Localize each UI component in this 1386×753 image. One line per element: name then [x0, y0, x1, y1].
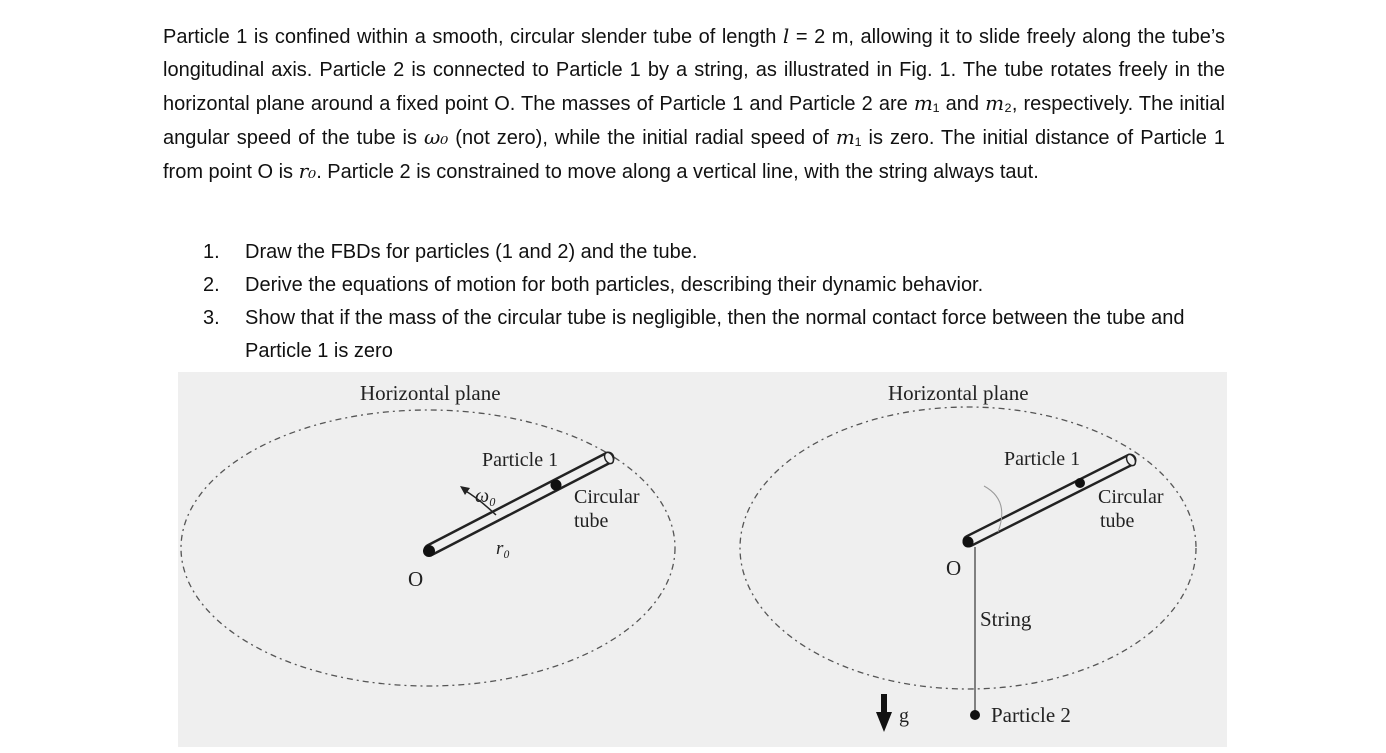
right-particle-1	[1075, 478, 1085, 488]
task-text: Show that if the mass of the circular tube is negligible, then the normal contact force between the tube and Particle 1 is zero	[245, 307, 1185, 362]
task-number: 2.	[203, 274, 220, 296]
task-text: Derive the equations of motion for both particles, describing their dynamic behavior.	[245, 274, 984, 296]
left-tube-label-line1: Circular	[574, 486, 640, 508]
text-run: . Particle 2 is constrained to move along a vertical line, with the string always taut.	[316, 161, 1039, 183]
figure-svg	[178, 372, 1227, 747]
left-plane-label: Horizontal plane	[360, 381, 501, 405]
right-particle-1-label: Particle 1	[1004, 448, 1081, 470]
task-number: 3.	[203, 307, 220, 329]
left-omega-label: ω₀	[475, 485, 497, 507]
math-symbol: m	[835, 125, 855, 149]
left-omega-arrowhead	[460, 486, 470, 495]
string-label: String	[980, 607, 1032, 631]
task-list	[203, 236, 1203, 368]
text-run: = 2 m, allowing it to slide freely along the tube’s longitudinal axis. Particle 2 is connected to Particle 1 by a string, as illustrated in Fig. 1. The tube rotates freely in the horizontal plane around a fixed point O. The masses of Particle 1 and Particle 2 are	[163, 26, 1225, 115]
text-run: ₁ and	[932, 93, 986, 115]
task-item	[203, 236, 1203, 269]
left-origin-label: O	[408, 567, 424, 591]
right-tube-label-line1: Circular	[1098, 486, 1164, 508]
text-run: Particle 1 is confined within a smooth, circular slender tube of length	[163, 26, 783, 48]
left-tube-label-line2: tube	[574, 510, 609, 532]
task-number: 1.	[203, 241, 220, 263]
math-symbol: m	[913, 91, 933, 115]
gravity-label: g	[899, 705, 909, 727]
problem-statement	[163, 20, 1225, 189]
left-particle-1-label: Particle 1	[482, 449, 559, 471]
right-horizontal-plane-ellipse	[740, 407, 1196, 689]
math-symbol: l	[782, 24, 790, 48]
math-symbol: r₀	[298, 159, 317, 183]
right-origin-pivot	[963, 537, 974, 548]
right-origin-label: O	[946, 556, 962, 580]
text-run: (not zero), while the initial radial speed of	[448, 127, 836, 149]
task-text: Draw the FBDs for particles (1 and 2) and the tube.	[245, 241, 698, 263]
particle-2	[970, 710, 980, 720]
math-symbol: m	[985, 91, 1005, 115]
math-symbol: ω₀	[423, 125, 449, 149]
right-plane-label: Horizontal plane	[888, 381, 1029, 405]
task-item	[203, 302, 1203, 368]
right-tube-label-line2: tube	[1100, 510, 1135, 532]
text-run: ₂, respectively. The initial angular speed of the tube is	[163, 93, 1225, 149]
figure-1	[178, 372, 1227, 747]
left-origin-pivot	[423, 545, 435, 557]
left-particle-1	[551, 480, 562, 491]
left-r0-label: r₀	[496, 538, 510, 559]
task-item	[203, 269, 1203, 302]
text-run: ₁ is zero. The initial distance of Particle 1 from point O is	[163, 127, 1226, 183]
particle-2-label: Particle 2	[991, 703, 1071, 727]
gravity-arrow-icon	[876, 694, 892, 732]
right-diagram	[740, 381, 1196, 732]
left-diagram	[181, 381, 675, 686]
